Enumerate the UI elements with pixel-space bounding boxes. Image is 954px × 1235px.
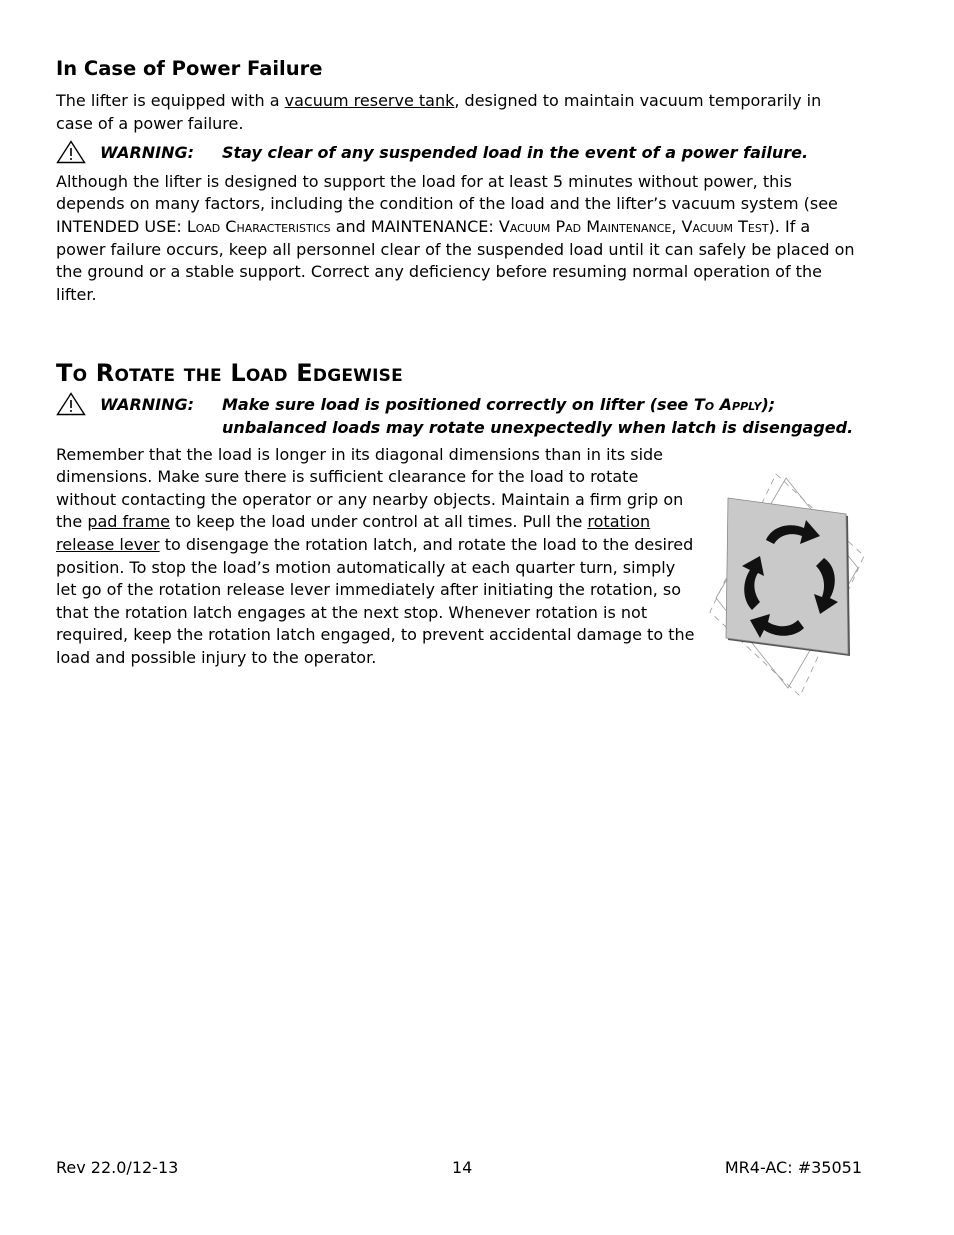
footer-doc-id: MR4-AC: #35051: [724, 1158, 862, 1177]
vacuum-reserve-tank-term: vacuum reserve tank: [284, 91, 455, 110]
warning-label: WARNING:: [100, 143, 195, 163]
power-failure-heading: In Case of Power Failure: [56, 57, 323, 80]
intro-text-post: , designed to maintain vacuum temporarily in case of a power failure.: [56, 91, 822, 133]
rotate-heading: To Rotate the Load Edgewise: [56, 359, 403, 388]
power-failure-body: [56, 171, 862, 307]
rotate-body: [56, 444, 696, 670]
body-text-3: to disengage the rotation latch, and rotate the load to the desired position. To stop the load’s motion automatically at each quarter turn, simply let go of the rotation release lever immediately after initiating the rotation, so that the rotation latch engages at the next stop. Whenever rotation is not required, keep the rotation latch engaged, to prevent accidental damage to the load and possible injury to the operator.: [56, 534, 695, 667]
body-text-2: to keep the load under control at all times. Pull the: [170, 512, 588, 532]
power-failure-warning: [56, 142, 862, 165]
warning-text: [222, 394, 862, 439]
warning-triangle-icon: [56, 392, 86, 416]
footer-revision: Rev 22.0/12-13: [56, 1158, 179, 1177]
power-failure-intro: [56, 90, 862, 135]
ref-to-apply: To Apply: [693, 395, 762, 415]
intro-text-pre: The lifter is equipped with a: [56, 91, 285, 110]
rotation-arrows-icon: [706, 470, 866, 700]
warning-triangle-icon: [56, 140, 86, 164]
body-text-2: and MAINTENANCE:: [330, 216, 499, 236]
warning-text: Stay clear of any suspended load in the event of a power failure.: [222, 143, 809, 163]
body-text-4: ). If a power failure occurs, keep all personnel clear of the suspended load until it can safely be placed on the ground or a stable support. Correct any deficiency before resuming normal operation of the lifter.: [56, 216, 855, 304]
ref-load-characteristics: Load Characteristics: [186, 216, 331, 236]
ref-vacuum-test: Vacuum Test: [681, 216, 769, 236]
body-text-3: ,: [671, 216, 682, 236]
rotate-warning: [56, 394, 862, 439]
ref-vacuum-pad-maintenance: Vacuum Pad Maintenance: [498, 216, 672, 236]
rotation-release-lever-term: rotation release lever: [56, 512, 651, 554]
warning-label: WARNING:: [100, 395, 195, 415]
warning-text-pre: Make sure load is positioned correctly on lifter (see: [222, 395, 694, 415]
warning-text-post: ); unbalanced loads may rotate unexpectedly when latch is disengaged.: [222, 395, 854, 437]
footer-page-number: 14: [452, 1158, 473, 1177]
page-content: [56, 56, 862, 669]
body-text-1: Remember that the load is longer in its diagonal dimensions than in its side dimensions. Make sure there is sufficient clearance for the load to rotate without contacting the operator or any nearby objects. Maintain a firm grip on the: [56, 444, 684, 532]
body-text-1: Although the lifter is designed to support the load for at least 5 minutes without power, this depends on many factors, including the condition of the load and the lifter’s vacuum system (see INTENDED USE:: [56, 171, 838, 236]
pad-frame-term: pad frame: [87, 512, 170, 532]
